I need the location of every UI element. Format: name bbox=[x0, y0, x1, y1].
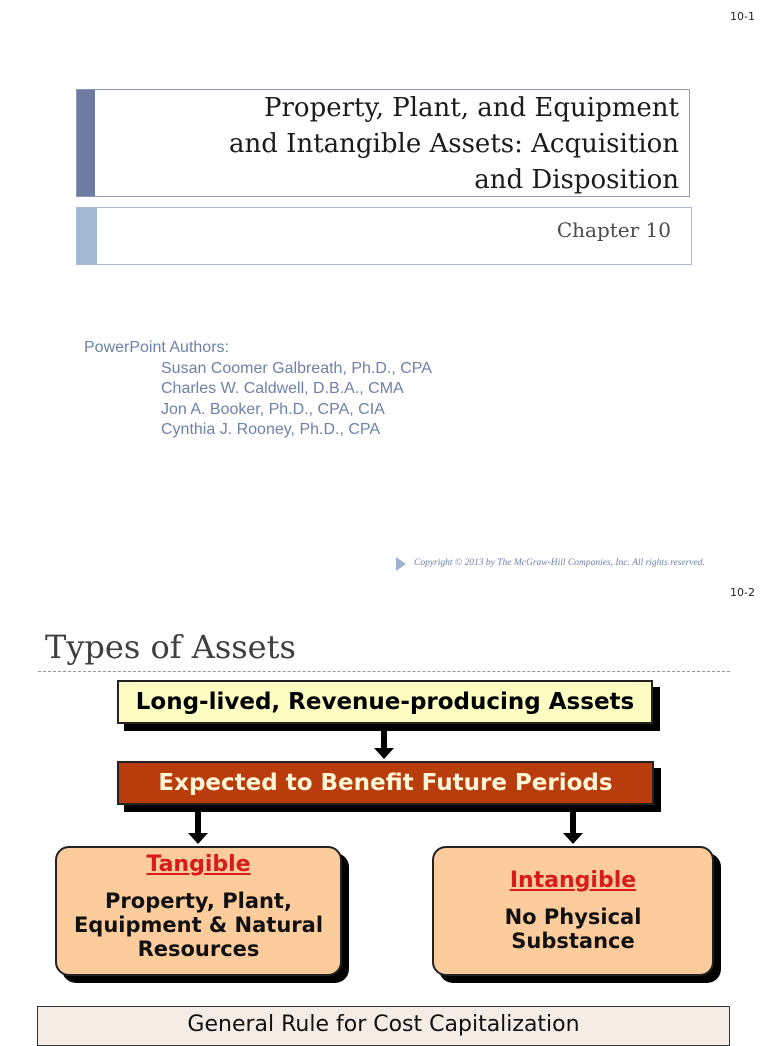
copyright-footer bbox=[396, 556, 746, 572]
tangible-body-line: Resources bbox=[137, 937, 260, 961]
future-periods-box bbox=[117, 761, 654, 805]
arrow-down-icon bbox=[188, 833, 208, 844]
title-divider bbox=[38, 671, 730, 672]
chapter-box bbox=[76, 207, 692, 265]
triangle-bullet-icon bbox=[396, 557, 406, 571]
intangible-body-line: No Physical bbox=[504, 905, 642, 929]
slide-number: 10-1 bbox=[730, 10, 755, 23]
chapter-label: Chapter 10 bbox=[556, 218, 671, 242]
slide-number: 10-2 bbox=[730, 586, 755, 599]
author-name: Jon A. Booker, Ph.D., CPA, CIA bbox=[161, 400, 385, 418]
intangible-body-line: Substance bbox=[511, 929, 635, 953]
author-name: Charles W. Caldwell, D.B.A., CMA bbox=[161, 380, 404, 397]
author-name: Cynthia J. Rooney, Ph.D., CPA bbox=[161, 421, 381, 438]
chapter-accent-bar bbox=[77, 208, 97, 264]
arrow-stem bbox=[570, 808, 576, 834]
tangible-body-line: Property, Plant, bbox=[105, 889, 292, 913]
long-lived-assets-label: Long-lived, Revenue-producing Assets bbox=[135, 689, 635, 715]
cost-capitalization-label: General Rule for Cost Capitalization bbox=[187, 1012, 580, 1037]
arrow-down-icon bbox=[374, 748, 394, 759]
title-line: and Disposition bbox=[474, 165, 679, 195]
title-line: and Intangible Assets: Acquisition bbox=[229, 129, 679, 159]
author-name: Susan Coomer Galbreath, Ph.D., CPA bbox=[161, 359, 432, 377]
cost-capitalization-box bbox=[37, 1006, 730, 1046]
arrow-down-icon bbox=[563, 833, 583, 844]
slide-title bbox=[119, 90, 679, 198]
arrow-stem bbox=[381, 726, 387, 749]
slide-2 bbox=[0, 580, 768, 1037]
title-accent-bar bbox=[77, 90, 95, 196]
arrow-stem bbox=[195, 808, 201, 834]
tangible-card bbox=[55, 846, 342, 976]
copyright-text: Copyright © 2013 by The McGraw-Hill Companies, Inc. All rights reserved. bbox=[414, 558, 705, 568]
tangible-heading: Tangible bbox=[146, 852, 251, 877]
long-lived-assets-box bbox=[117, 680, 653, 724]
tangible-body-line: Equipment & Natural bbox=[73, 913, 324, 937]
authors-block bbox=[84, 338, 432, 441]
future-periods-label: Expected to Benefit Future Periods bbox=[158, 770, 613, 796]
intangible-card bbox=[432, 846, 714, 976]
title-line: Property, Plant, and Equipment bbox=[264, 93, 679, 123]
slide-title: Types of Assets bbox=[45, 628, 296, 666]
intangible-heading: Intangible bbox=[509, 868, 637, 893]
title-box bbox=[76, 89, 690, 197]
authors-label: PowerPoint Authors: bbox=[84, 339, 229, 356]
